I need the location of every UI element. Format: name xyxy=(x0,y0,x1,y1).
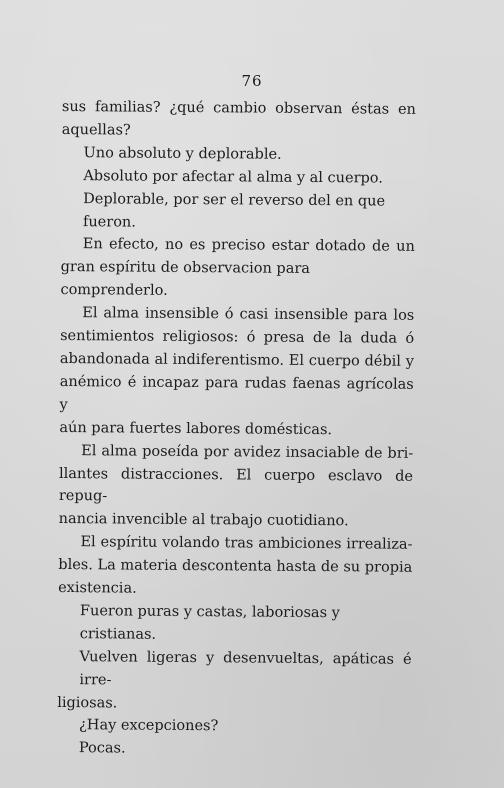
text-line: aún para fuertes labores domésticas. xyxy=(59,419,333,438)
paragraph xyxy=(59,440,414,534)
paragraph xyxy=(62,96,416,145)
text-line: sus familias? ¿qué cambio observan éstas en xyxy=(61,98,416,118)
text-line: El alma poseída por avidez insaciable de bri- xyxy=(81,442,414,462)
text-line: sentimientos religiosos: ó presa de la duda ó xyxy=(60,328,415,347)
paragraph xyxy=(61,165,415,191)
paragraph xyxy=(58,600,412,649)
text-line: llantes distracciones. El cuerpo esclavo de repug- xyxy=(58,465,414,505)
page-number: 76 xyxy=(241,72,263,90)
text-line: anémico é incapaz para rudas faenas agrícolas y xyxy=(59,373,414,413)
paragraph xyxy=(59,302,414,442)
text-line: gran espíritu de observacion para comprenderlo. xyxy=(60,259,311,300)
text-line: Pocas. xyxy=(78,740,126,757)
paragraph xyxy=(57,646,412,717)
paragraph xyxy=(58,531,413,602)
text-line: Uno absoluto y deplorable. xyxy=(83,144,282,163)
text-line: Vuelven ligeras y desenvueltas, apáticas é irre- xyxy=(79,648,412,689)
text-line: nancia invencible al trabajo cuotidiano. xyxy=(58,511,349,530)
paragraph xyxy=(57,737,411,763)
body-text xyxy=(57,96,416,763)
paragraph xyxy=(61,142,415,168)
text-line: Fueron puras y castas, laboriosas y cristianas. xyxy=(79,603,340,643)
text-line: El alma insensible ó casi insensible para los xyxy=(82,305,415,324)
paragraph xyxy=(60,233,415,304)
text-line: ligiosas. xyxy=(57,694,118,712)
text-line: abandonada al indiferentismo. El cuerpo débil y xyxy=(59,350,414,370)
text-line: bles. La materia descontenta hasta de su propia xyxy=(58,557,413,576)
text-line: ¿Hay excepciones? xyxy=(78,717,219,735)
text-line: aquellas? xyxy=(61,121,131,139)
paragraph xyxy=(61,188,415,237)
text-line: Absoluto por afectar al alma y al cuerpo. xyxy=(83,167,383,187)
text-line: existencia. xyxy=(58,580,137,597)
text-line: El espíritu volando tras ambiciones irrealiza- xyxy=(80,534,413,553)
text-line: Deplorable, por ser el reverso del en que fueron. xyxy=(82,190,386,231)
paragraph xyxy=(57,714,411,740)
text-line: En efecto, no es preciso estar dotado de un xyxy=(82,236,415,256)
